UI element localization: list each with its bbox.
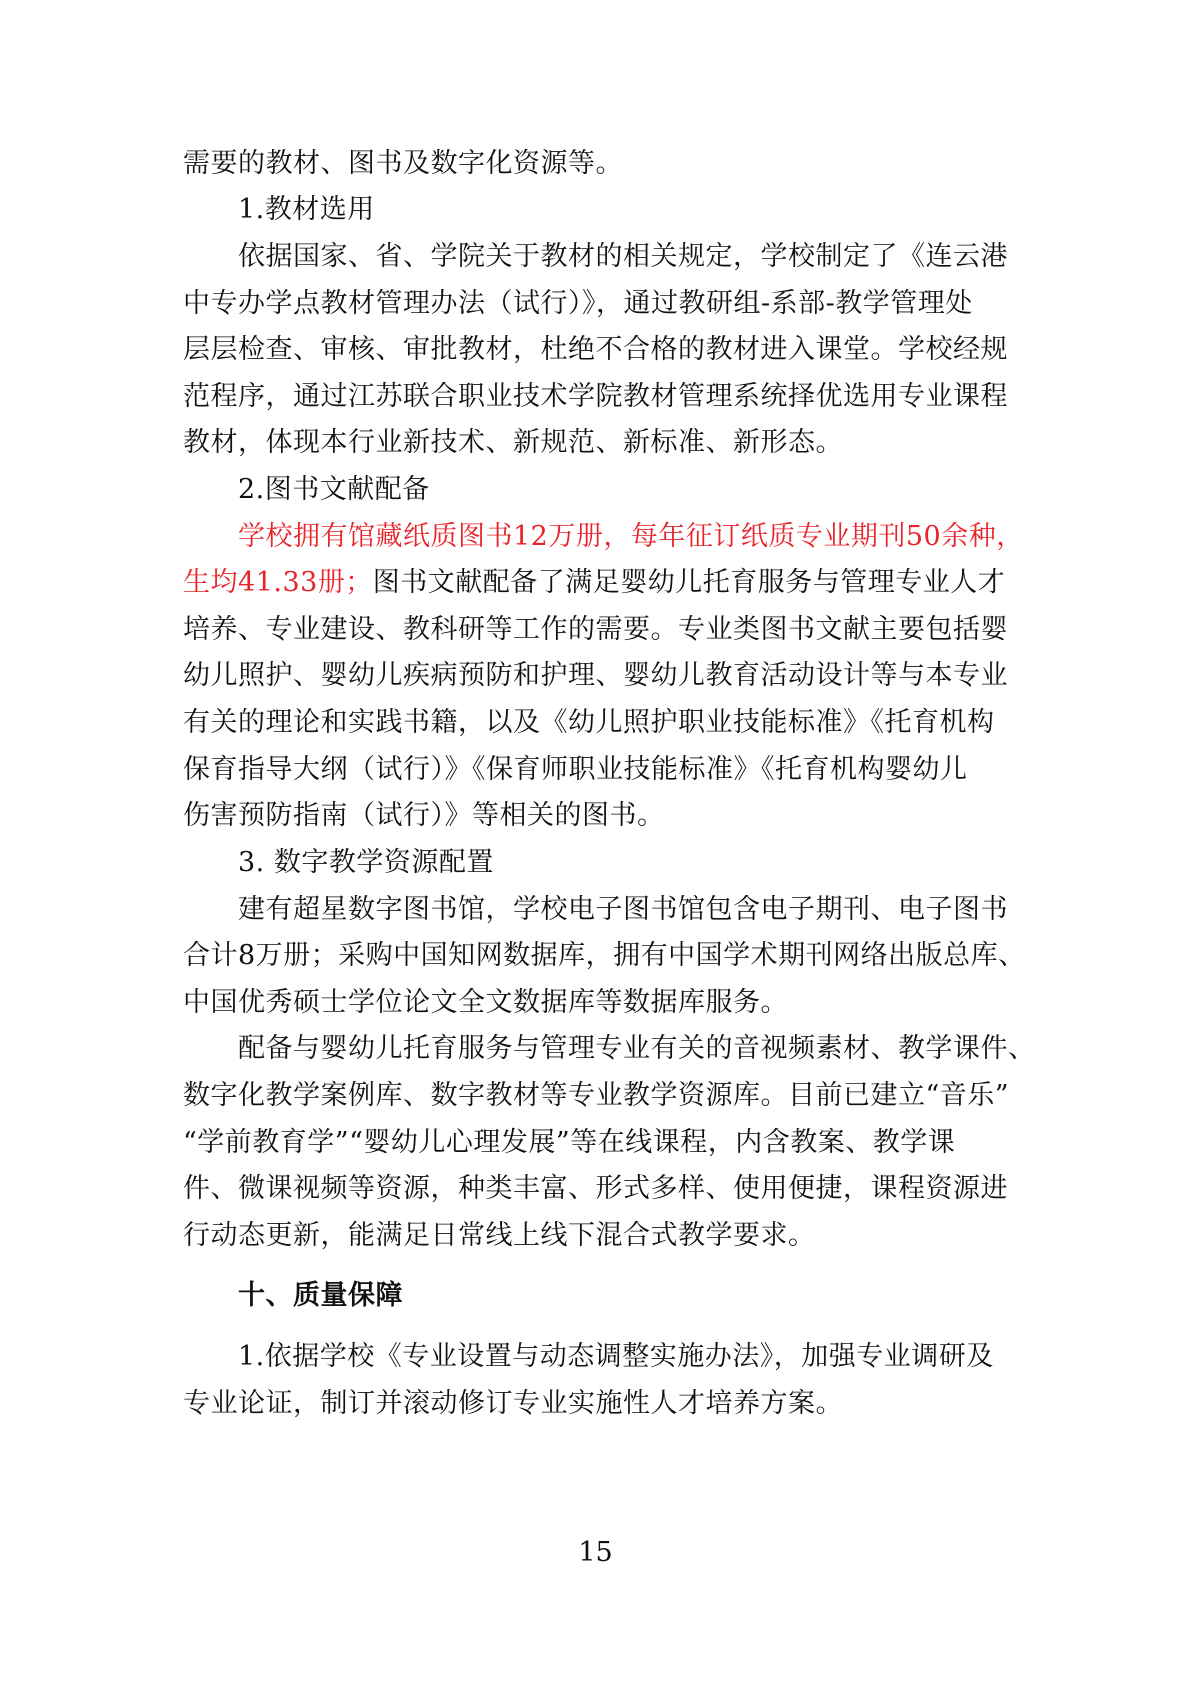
paragraph-line: 数字化教学案例库、数字教材等专业教学资源库。目前已建立“音乐” (183, 1080, 1010, 1111)
paragraph-line: 有关的理论和实践书籍，以及《幼儿照护职业技能标准》《托育机构 (183, 707, 995, 738)
page-number: 15 (578, 1537, 613, 1568)
paragraph-line: 件、微课视频等资源，种类丰富、形式多样、使用便捷，课程资源进 (183, 1173, 1008, 1204)
paragraph-line: 保育指导大纲（试行）》《保育师职业技能标准》《托育机构婴幼儿 (183, 754, 968, 785)
paragraph-line: 中国优秀硕士学位论文全文数据库等数据库服务。 (183, 987, 788, 1018)
paragraph-line: 范程序，通过江苏联合职业技术学院教材管理系统择优选用专业课程 (183, 381, 1008, 412)
paragraph-line: 层层检查、审核、审批教材，杜绝不合格的教材进入课堂。学校经规 (183, 334, 1008, 365)
highlighted-paragraph-line: 学校拥有馆藏纸质图书12万册，每年征订纸质专业期刊50余种， (238, 521, 1024, 552)
paragraph-line: 中专办学点教材管理办法（试行）》，通过教研组-系部-教学管理处 (183, 288, 973, 319)
mixed-paragraph-line (183, 565, 1005, 601)
paragraph-line: 依据国家、省、学院关于教材的相关规定，学校制定了《连云港 (238, 241, 1008, 272)
paragraph-line: 伤害预防指南（试行）》等相关的图书。 (183, 800, 665, 831)
subsection-title-textbook-selection: 1.教材选用 (238, 194, 375, 225)
paragraph-line: 培养、专业建设、教科研等工作的需要。专业类图书文献主要包括婴 (183, 614, 1008, 645)
paragraph-line: 需要的教材、图书及数字化资源等。 (183, 148, 623, 179)
paragraph-line: 幼儿照护、婴幼儿疾病预防和护理、婴幼儿教育活动设计等与本专业 (183, 660, 1008, 691)
paragraph-line: 合计8万册；采购中国知网数据库，拥有中国学术期刊网络出版总库、 (183, 940, 1026, 971)
subsection-title-library-resources: 2.图书文献配备 (238, 474, 430, 505)
paragraph-line: 行动态更新，能满足日常线上线下混合式教学要求。 (183, 1220, 816, 1251)
paragraph-text: 图书文献配备了满足婴幼儿托育服务与管理专业人才 (372, 567, 1006, 598)
paragraph-line: 教材，体现本行业新技术、新规范、新标准、新形态。 (183, 427, 843, 458)
paragraph-line: 建有超星数字图书馆，学校电子图书馆包含电子期刊、电子图书 (238, 894, 1008, 925)
subsection-title-digital-resources: 3. 数字教学资源配置 (238, 847, 494, 878)
highlighted-text: 生均41.33册； (183, 567, 373, 598)
paragraph-line: 1.依据学校《专业设置与动态调整实施办法》，加强专业调研及 (238, 1341, 994, 1372)
paragraph-line: “学前教育学”“婴幼儿心理发展”等在线课程，内含教案、教学课 (183, 1127, 956, 1158)
paragraph-line: 专业论证，制订并滚动修订专业实施性人才培养方案。 (183, 1388, 843, 1419)
section-heading-quality-assurance: 十、质量保障 (238, 1280, 403, 1311)
paragraph-line: 配备与婴幼儿托育服务与管理专业有关的音视频素材、教学课件、 (238, 1033, 1036, 1064)
